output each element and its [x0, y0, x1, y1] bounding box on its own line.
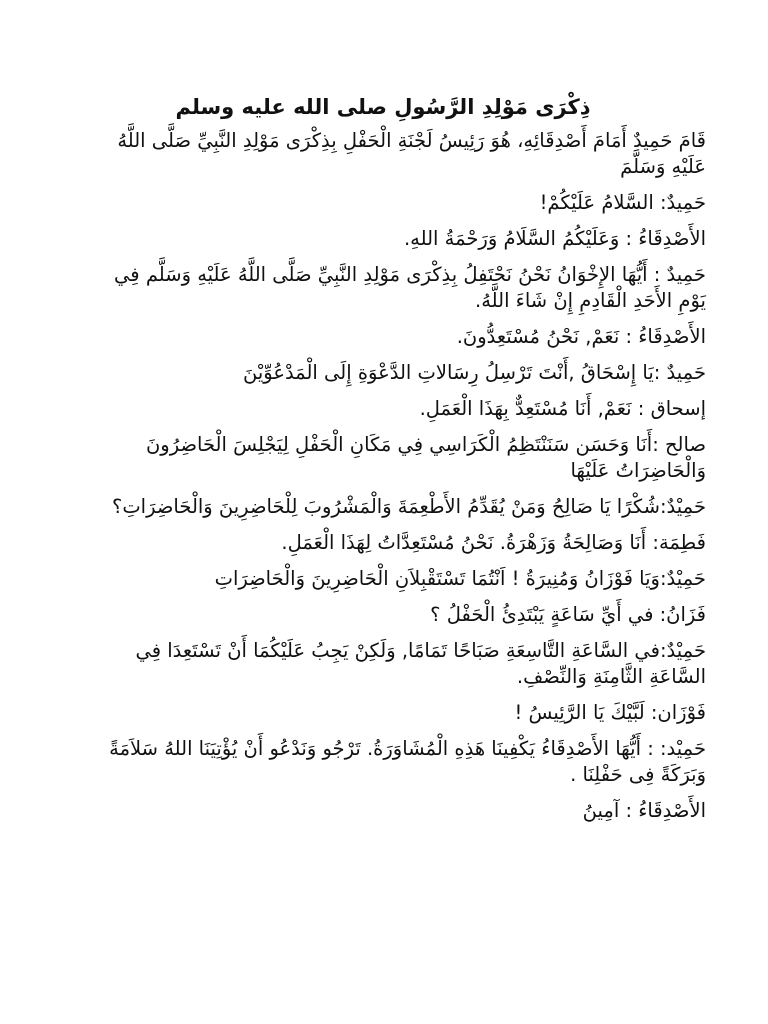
paragraph-hamid-closing: حَمِيْد: : أَيُّهَا الأَصْدِقَاءُ يَكْفِينَا هَذِهِ الْمُشَاوَرَةُ. تَرْجُو وَنَدْعُو أَنْ يُؤْتِيَنَا اللهُ سَلاَمَةً وَبَرَكَةً فِى حَفْلِنَا .: [109, 737, 706, 786]
paragraph-hamid-to-ishaq: حَمِيدٌ :يَا إِسْحَاقُ ,أَنْتَ تَرْسِلُ رِسَالاتِ الدَّعْوَةِ إِلَى الْمَدْعُوِّيْنَ: [242, 361, 706, 384]
paragraph-hamid-food: حَمِيْدٌ:شُكْرًا يَا صَالِحُ وَمَنْ يُقَدِّمُ الأَطْعِمَةَ وَالْمَشْرُوبَ لِلْحَاضِرِينَ وَالْحَاضِرَاتِ؟: [111, 495, 706, 518]
paragraph-friends-amen: الأَصْدِقَاءُ : آمِينُ: [582, 799, 706, 822]
paragraph-ishaq-reply: إسحاق : نَعَمْ, أَنَا مُسْتَعِدٌّ بِهَذَا الْعَمَلِ.: [419, 397, 706, 420]
paragraph-friends-ready: الأَصْدِقَاءُ : نَعَمْ, نَحْنُ مُسْتَعِدُّونَ.: [456, 325, 706, 348]
paragraph-fatima-reply: فَطِمَة: أَنَا وَصَالِحَةُ وَزَهْرَةُ. نَحْنُ مُسْتَعِدَّاتُ لِهَذَا الْعَمَلِ.: [281, 531, 706, 554]
paragraph-fauzan-reply: فَوْزَان: لَبَّيْكَ يَا الرَّئِيسُ !: [514, 701, 706, 724]
paragraph-hamid-announcement: حَمِيدٌ : أَيُّهَا الإِخْوَانُ نَحْنُ نَحْتَفِلُ بِذِكْرَى مَوْلِدِ النَّبِيِّ صَلَّى اللَّهُ عَلَيْهِ وَسَلَّم فِي يَوْمِ الأَحَدِ الْقَادِمِ إِنْ شَاءَ اللَّهُ.: [114, 263, 706, 312]
paragraph-friends-reply: الأَصْدِقَاءُ : وَعَلَيْكُمُ السَّلَامُ وَرَحْمَةُ اللهِ.: [403, 227, 706, 250]
document-title: ذِكْرَى مَوْلِدِ الرَّسُولِ صلى الله عليه وسلم: [175, 95, 591, 119]
paragraph-hamid-reception: حَمِيْدٌ:وَيَا فَوْزَانُ وَمُنِيرَةُ ! اَنْتُمَا تَسْتَقْبِلاَنِ الْحَاضِرِينَ وَالْحَاضِرَاتِ: [214, 567, 706, 590]
paragraph-hamid-time: حَمِيْدٌ:في السَّاعَةِ التَّاسِعَةِ صَبَاحًا تَمَامًا, وَلَكِنْ يَجِبُ عَلَيْكُمَا أَنْ تَسْتَعِدَا فِي السَّاعَةِ الثَّامِنَةِ وَالنِّصْفِ.: [135, 639, 706, 688]
document-page: [100, 92, 706, 834]
paragraph-fauzan-question: فَزَانُ: في أَيِّ سَاعَةٍ يَبْتَدِئُ الْحَفْلُ ؟: [430, 603, 706, 626]
paragraph-hamid-greeting: حَمِيدٌ: السَّلامُ عَلَيْكُمْ!: [539, 191, 706, 214]
paragraph-intro: قَامَ حَمِيدٌ أَمَامَ أَصْدِقَائِهِ، هُوَ رَئِيسُ لَجْنَةِ الْحَفْلِ بِذِكْرَى مَوْلِدِ النَّبِيِّ صَلَّى اللَّهُ عَلَيْهِ وَسَلَّمَ: [117, 129, 706, 178]
paragraph-salih-chairs: صالح :أَنَا وَحَسَن سَنَنْتَظِمُ الْكَرَاسِي فِي مَكَانِ الْحَفْلِ لِيَجْلِسَ الْحَاضِرُونَ وَالْحَاضِرَاتُ عَلَيْهَا: [145, 433, 706, 482]
